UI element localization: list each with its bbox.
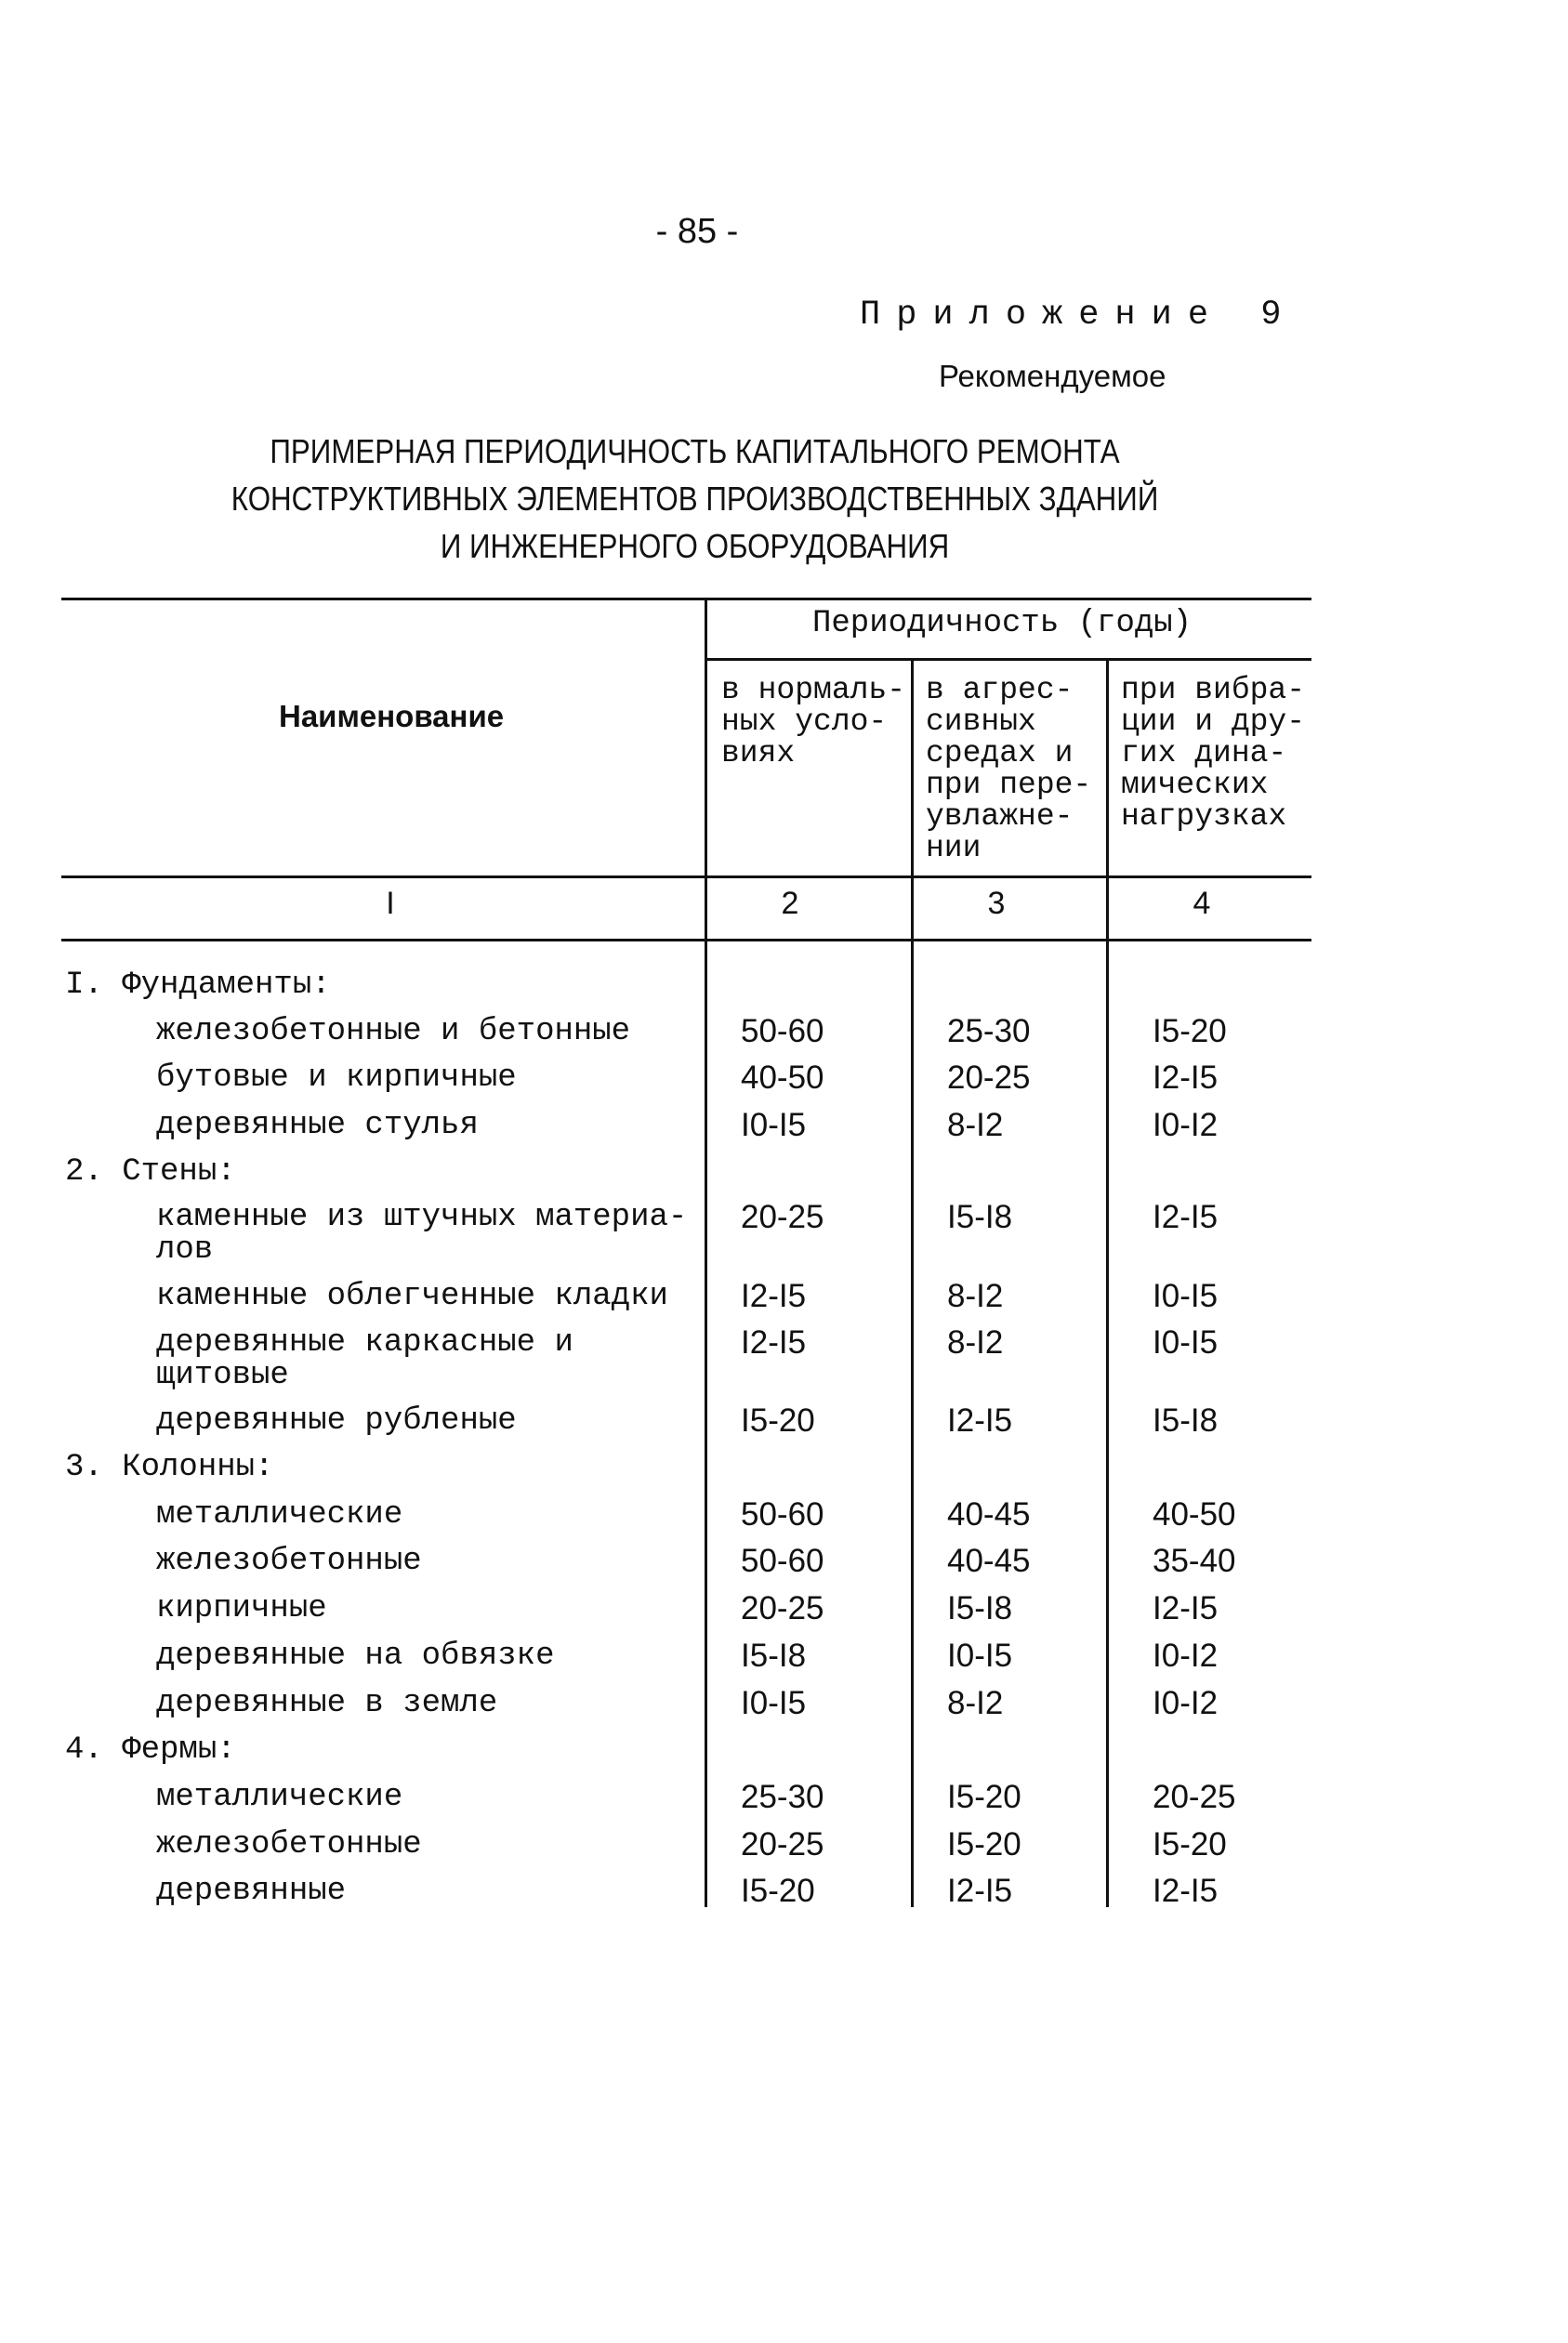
row-value-vibration: I2-I5: [1153, 1199, 1219, 1235]
column-number: 4: [1192, 886, 1211, 921]
page-number: - 85 -: [655, 212, 739, 251]
period-column-header: Периодичность (годы): [812, 606, 1192, 641]
row-value-normal: I5-I8: [741, 1638, 807, 1674]
row-name: бутовые и кирпичные: [156, 1060, 517, 1096]
row-name: деревянные рубленые: [156, 1403, 517, 1439]
row-name: металлические: [156, 1497, 403, 1533]
column-divider-3: [1106, 658, 1109, 1907]
row-value-aggressive: 40-45: [947, 1496, 1031, 1533]
sub-header-normal: в нормаль- ных усло- виях: [721, 673, 906, 770]
row-value-normal: I5-20: [741, 1402, 815, 1439]
row-name: каменные из штучных материа- лов: [156, 1200, 688, 1268]
row-value-aggressive: 8-I2: [947, 1685, 1004, 1721]
row-value-vibration: I0-I5: [1153, 1324, 1219, 1361]
recommended-label: Рекомендуемое: [939, 359, 1166, 393]
row-name: деревянные в земле: [156, 1686, 498, 1721]
row-value-normal: 20-25: [741, 1590, 824, 1626]
column-number: I: [386, 886, 395, 921]
row-value-vibration: I5-I8: [1153, 1402, 1219, 1439]
row-name: металлические: [156, 1780, 403, 1815]
row-value-aggressive: 8-I2: [947, 1324, 1004, 1361]
row-name: железобетонные: [156, 1544, 422, 1579]
row-value-normal: I0-I5: [741, 1685, 807, 1721]
table-top-rule: [61, 598, 1311, 600]
row-value-normal: I5-20: [741, 1873, 815, 1909]
section-heading: 4. Фермы:: [65, 1732, 236, 1768]
column-divider-2: [911, 658, 914, 1907]
row-value-normal: 25-30: [741, 1779, 824, 1815]
name-column-header: Наименование: [279, 699, 505, 733]
row-value-normal: I2-I5: [741, 1324, 807, 1361]
row-name: деревянные стулья: [156, 1108, 479, 1143]
row-value-vibration: I0-I2: [1153, 1685, 1219, 1721]
row-value-aggressive: I0-I5: [947, 1638, 1013, 1674]
row-value-normal: 50-60: [741, 1496, 824, 1533]
section-heading: I. Фундаменты:: [65, 967, 331, 1003]
row-value-vibration: 35-40: [1153, 1543, 1236, 1579]
row-value-normal: I0-I5: [741, 1107, 807, 1143]
row-value-normal: 20-25: [741, 1199, 824, 1235]
sub-header-aggressive: в агрес- сивных средах и при пере- увлажне- нии: [926, 673, 1092, 865]
period-header-rule: [705, 658, 1311, 661]
row-name: деревянные: [156, 1874, 347, 1909]
row-name: железобетонные и бетонные: [156, 1014, 631, 1049]
row-value-aggressive: 20-25: [947, 1060, 1031, 1096]
row-value-normal: 50-60: [741, 1543, 824, 1579]
row-value-aggressive: 25-30: [947, 1013, 1031, 1049]
row-value-aggressive: I5-20: [947, 1826, 1021, 1863]
sub-header-vibration: при вибра- ции и дру- гих дина- мических нагрузках: [1121, 673, 1306, 834]
row-value-aggressive: 40-45: [947, 1543, 1031, 1579]
section-heading: 2. Стены:: [65, 1154, 236, 1190]
row-value-vibration: I2-I5: [1153, 1873, 1219, 1909]
column-divider-1: [705, 598, 707, 1907]
row-value-aggressive: I5-I8: [947, 1590, 1013, 1626]
row-value-aggressive: I5-I8: [947, 1199, 1013, 1235]
row-value-vibration: I2-I5: [1153, 1060, 1219, 1096]
row-value-vibration: 40-50: [1153, 1496, 1236, 1533]
row-name: каменные облегченные кладки: [156, 1279, 668, 1314]
row-value-vibration: I5-20: [1153, 1013, 1227, 1049]
document-title: [90, 428, 1299, 570]
row-value-normal: 20-25: [741, 1826, 824, 1863]
row-name: деревянные на обвязке: [156, 1639, 555, 1674]
row-value-vibration: I2-I5: [1153, 1590, 1219, 1626]
row-name: деревянные каркасные и щитовые: [156, 1325, 573, 1393]
row-value-vibration: I0-I2: [1153, 1107, 1219, 1143]
title-line: КОНСТРУКТИВНЫХ ЭЛЕМЕНТОВ ПРОИЗВОДСТВЕННЫХ ЗДАНИЙ: [231, 480, 1159, 518]
column-number: 3: [987, 886, 1006, 921]
row-value-aggressive: I2-I5: [947, 1873, 1013, 1909]
row-value-aggressive: I2-I5: [947, 1402, 1013, 1439]
header-bottom-rule: [61, 875, 1311, 878]
row-value-normal: I2-I5: [741, 1278, 807, 1314]
row-value-aggressive: 8-I2: [947, 1107, 1004, 1143]
row-value-vibration: I0-I5: [1153, 1278, 1219, 1314]
row-value-aggressive: I5-20: [947, 1779, 1021, 1815]
row-value-normal: 40-50: [741, 1060, 824, 1096]
row-value-normal: 50-60: [741, 1013, 824, 1049]
section-heading: 3. Колонны:: [65, 1450, 274, 1485]
title-line: И ИНЖЕНЕРНОГО ОБОРУДОВАНИЯ: [440, 527, 950, 565]
row-value-aggressive: 8-I2: [947, 1278, 1004, 1314]
row-name: кирпичные: [156, 1591, 327, 1626]
row-value-vibration: I0-I2: [1153, 1638, 1219, 1674]
row-value-vibration: 20-25: [1153, 1779, 1236, 1815]
row-value-vibration: I5-20: [1153, 1826, 1227, 1863]
column-number: 2: [781, 886, 799, 921]
title-line: ПРИМЕРНАЯ ПЕРИОДИЧНОСТЬ КАПИТАЛЬНОГО РЕМОНТА: [270, 432, 1120, 470]
row-name: железобетонные: [156, 1827, 422, 1863]
appendix-label: Приложение 9: [860, 296, 1298, 335]
column-number-rule: [61, 939, 1311, 941]
